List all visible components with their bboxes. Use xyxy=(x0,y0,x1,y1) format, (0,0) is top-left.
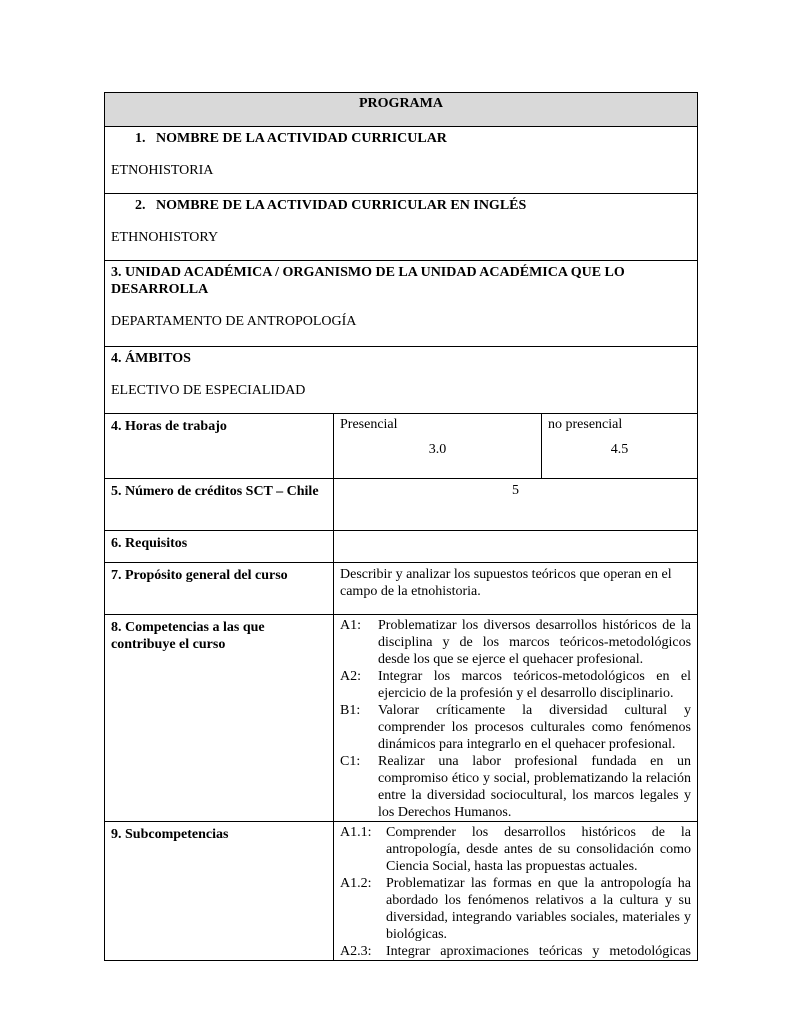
section-3-title: 3. UNIDAD ACADÉMICA / ORGANISMO DE LA UNIDAD ACADÉMICA QUE LO DESARROLLA xyxy=(111,265,625,297)
requisitos-row xyxy=(105,531,698,563)
presencial-value: 3.0 xyxy=(428,442,447,457)
competencia-code: A2: xyxy=(340,669,361,684)
section-1-row xyxy=(105,127,698,194)
section-4-row xyxy=(105,347,698,414)
list-item xyxy=(340,753,691,821)
proposito-value: Describir y analizar los supuestos teóricos que operan en el campo de la etnohistoria. xyxy=(334,563,698,615)
credits-label: 5. Número de créditos SCT – Chile xyxy=(105,479,334,531)
subcompetencia-text: Problematizar las formas en que la antropología ha abordado los fenómenos relativos a la cultura y su diversidad, integrando variables sociales, materiales y biológicas. xyxy=(386,876,692,942)
program-table xyxy=(104,92,698,961)
list-item xyxy=(340,617,691,668)
section-4 xyxy=(105,347,698,414)
competencia-code: A1: xyxy=(340,618,361,633)
subcompetencia-text: Comprender los desarrollos históricos de la antropología, desde antes de su consolidación como Ciencia Social, hasta las propuestas actuales. xyxy=(386,825,692,874)
section-2-value: ETHNOHISTORY xyxy=(111,230,219,245)
no-presencial-cell xyxy=(542,414,698,479)
section-4-value: ELECTIVO DE ESPECIALIDAD xyxy=(111,383,306,398)
list-item xyxy=(340,943,691,960)
subcompetencia-text: Integrar aproximaciones teóricas y metodológicas xyxy=(386,944,692,959)
section-3-value: DEPARTAMENTO DE ANTROPOLOGÍA xyxy=(111,314,357,329)
list-item xyxy=(340,668,691,702)
presencial-label: Presencial xyxy=(340,417,398,432)
section-1-label: NOMBRE DE LA ACTIVIDAD CURRICULAR xyxy=(156,131,447,146)
competencia-text: Integrar los marcos teóricos-metodológicos en el ejercicio de la profesión y el desarrollo disciplinario. xyxy=(378,669,692,701)
proposito-label: 7. Propósito general del curso xyxy=(105,563,334,615)
requisitos-value xyxy=(334,531,698,563)
subcompetencia-code: A2.3: xyxy=(340,944,372,959)
section-3 xyxy=(105,261,698,347)
section-2-label: NOMBRE DE LA ACTIVIDAD CURRICULAR EN INGLÉS xyxy=(156,198,527,213)
section-2-title xyxy=(111,197,691,214)
subcompetencia-code: A1.1: xyxy=(340,825,372,840)
competencia-code: C1: xyxy=(340,754,361,769)
credits-value: 5 xyxy=(334,479,698,531)
section-1-number: 1. xyxy=(135,131,146,146)
section-2-row xyxy=(105,194,698,261)
program-document xyxy=(104,92,697,961)
list-item xyxy=(340,824,691,875)
section-1 xyxy=(105,127,698,194)
requisitos-label: 6. Requisitos xyxy=(105,531,334,563)
subcompetencias-list xyxy=(334,822,698,961)
hours-label: 4. Horas de trabajo xyxy=(105,414,334,479)
competencias-label: 8. Competencias a las que contribuye el curso xyxy=(105,615,334,822)
section-1-value: ETNOHISTORIA xyxy=(111,163,214,178)
competencia-code: B1: xyxy=(340,703,361,718)
credits-row xyxy=(105,479,698,531)
header-row xyxy=(105,93,698,127)
list-item xyxy=(340,702,691,753)
competencias-list xyxy=(334,615,698,822)
no-presencial-label: no presencial xyxy=(548,417,623,432)
subcompetencias-row xyxy=(105,822,698,961)
list-item xyxy=(340,875,691,943)
subcompetencias-label: 9. Subcompetencias xyxy=(105,822,334,961)
program-header: PROGRAMA xyxy=(105,93,698,127)
section-2-number: 2. xyxy=(135,198,146,213)
section-4-title: 4. ÁMBITOS xyxy=(111,351,191,366)
hours-row xyxy=(105,414,698,479)
subcompetencia-code: A1.2: xyxy=(340,876,372,891)
section-1-title xyxy=(111,130,691,147)
proposito-row xyxy=(105,563,698,615)
section-2 xyxy=(105,194,698,261)
competencia-text: Problematizar los diversos desarrollos históricos de la disciplina y de los marcos teóricos-metodológicos desde los que se ejerce el quehacer profesional. xyxy=(378,618,692,667)
no-presencial-value: 4.5 xyxy=(610,442,629,457)
competencias-row xyxy=(105,615,698,822)
presencial-cell xyxy=(334,414,542,479)
section-3-row xyxy=(105,261,698,347)
competencia-text: Valorar críticamente la diversidad cultural y comprender los procesos culturales como fenómenos dinámicos para integrarlo en el quehacer profesional. xyxy=(378,703,692,752)
competencia-text: Realizar una labor profesional fundada en un compromiso ético y social, problematizando la relación entre la diversidad sociocultural, los marcos legales y los Derechos Humanos. xyxy=(378,754,692,820)
